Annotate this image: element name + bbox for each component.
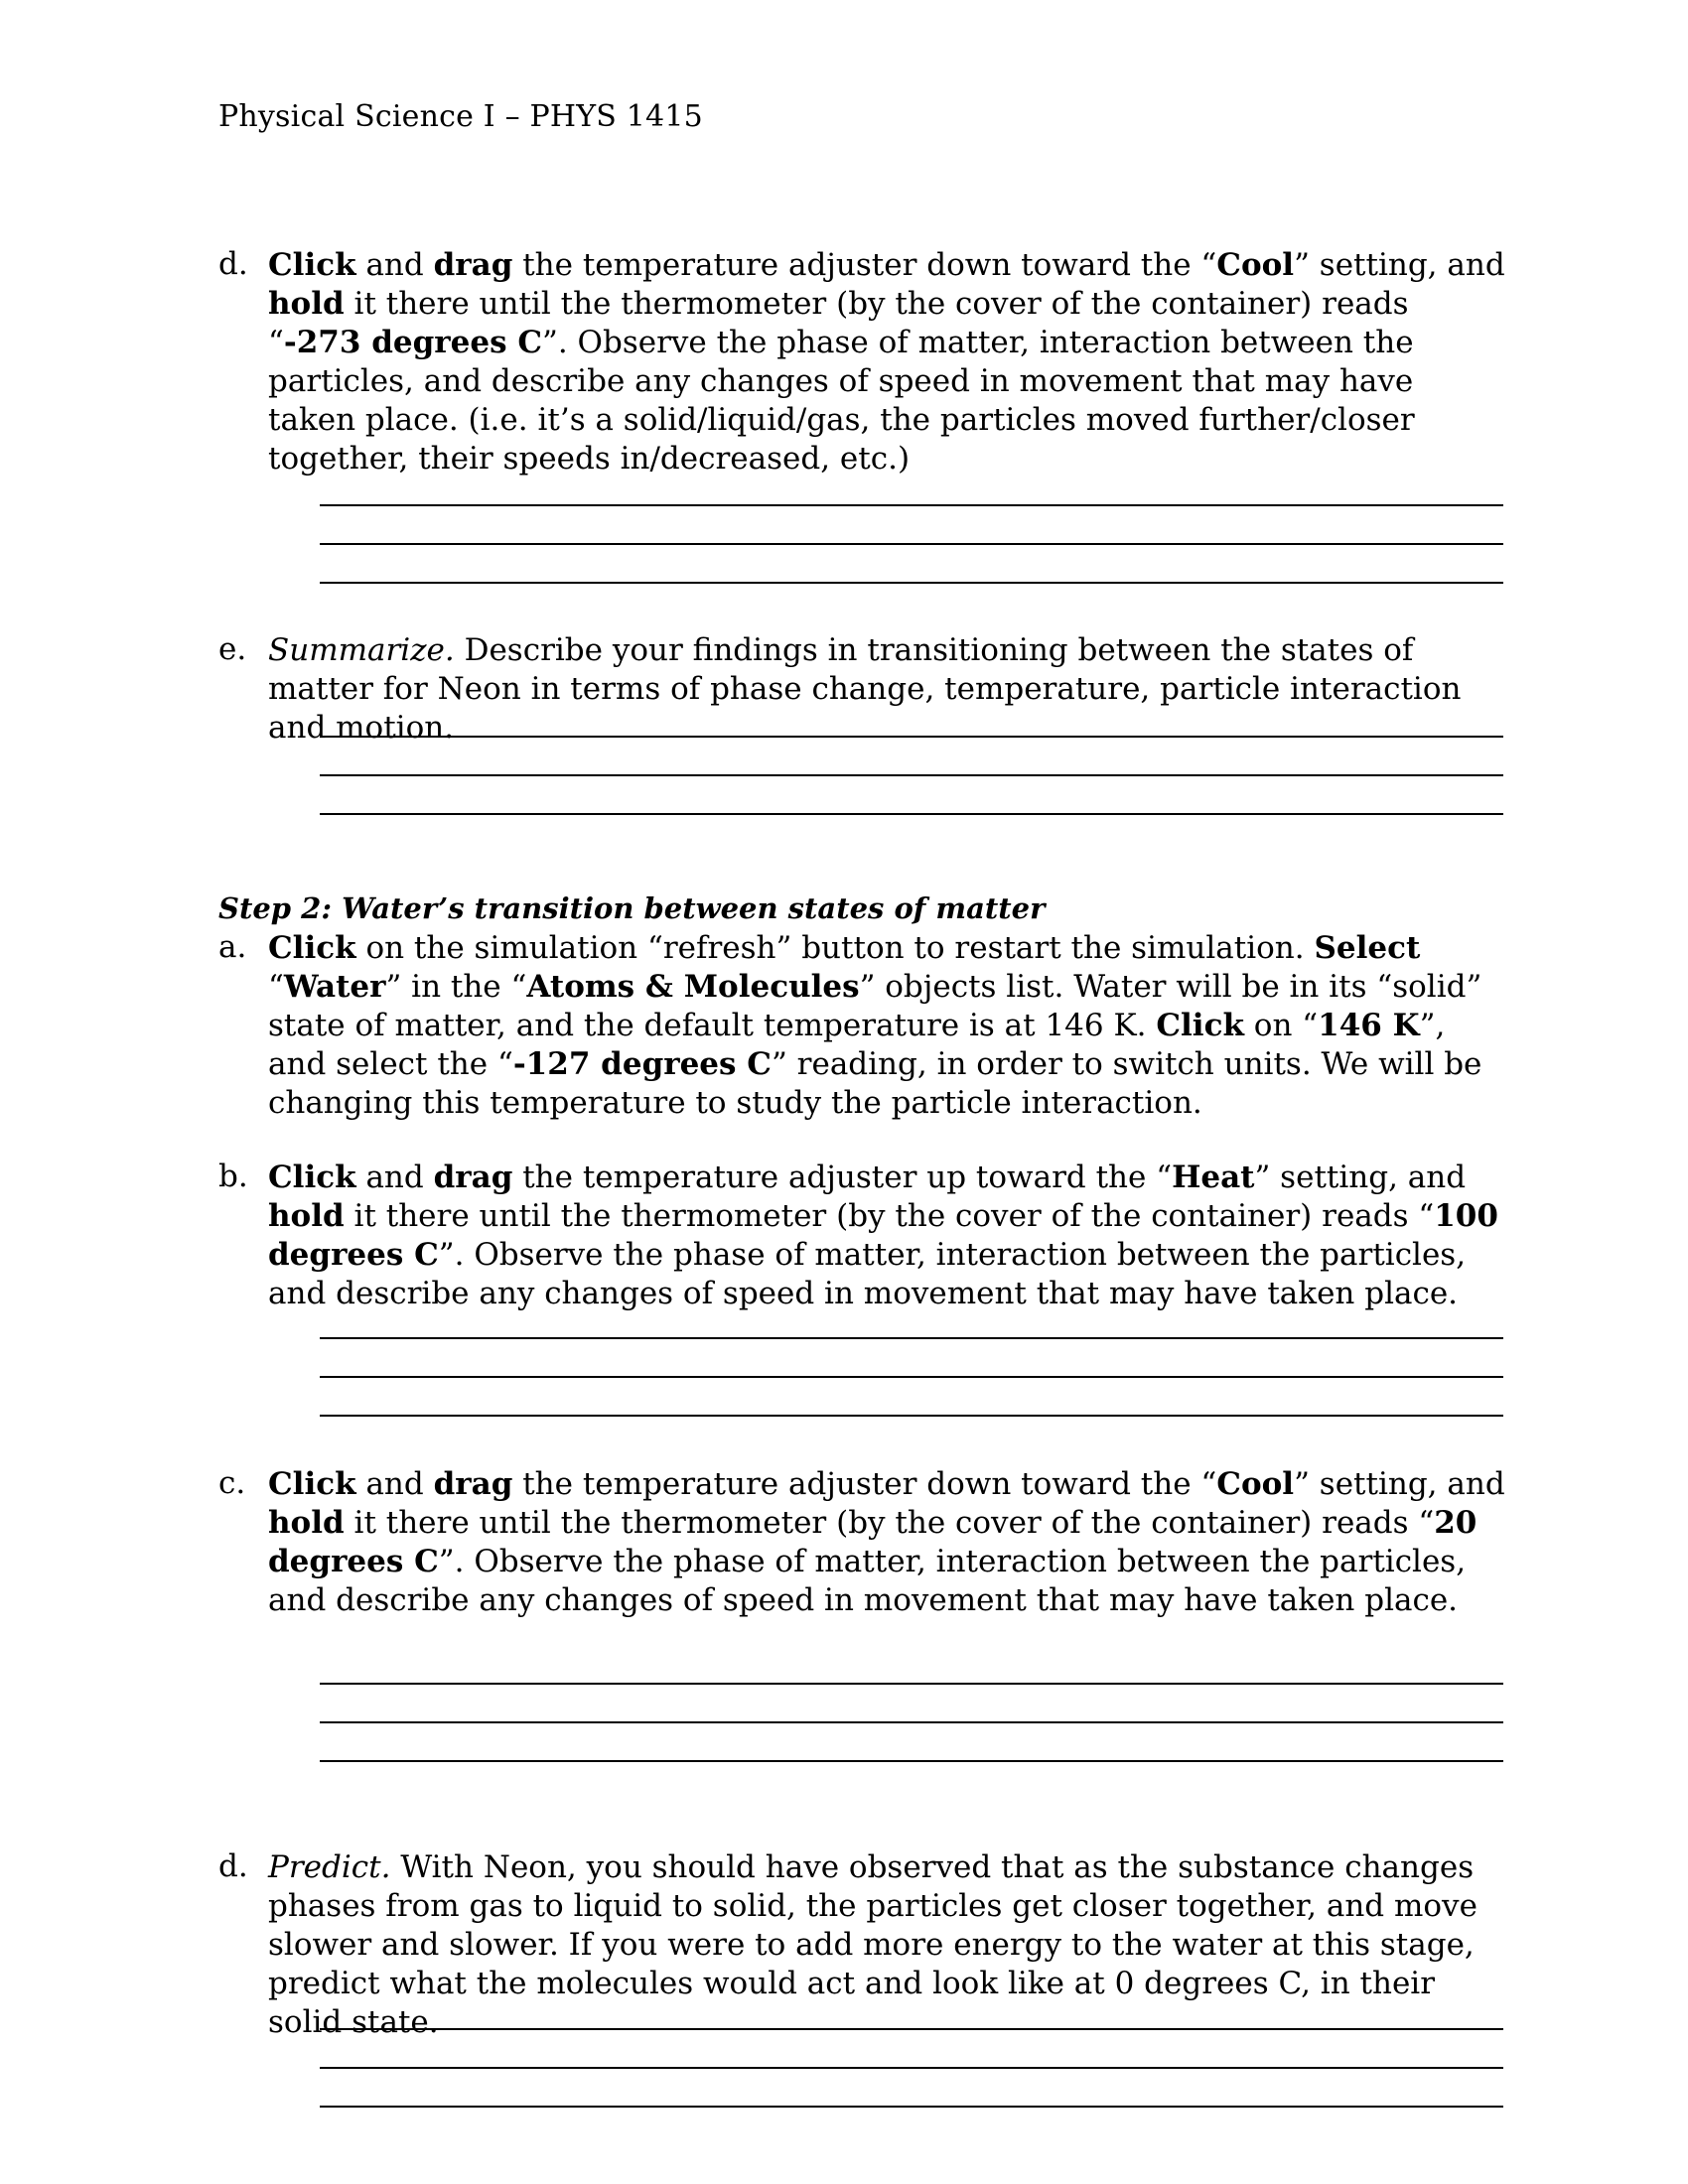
text-run: it there until the thermometer (by the cover of the container) reads “ bbox=[344, 1198, 1435, 1234]
text-run: ” in the “ bbox=[385, 969, 527, 1005]
question-a-water bbox=[218, 929, 1509, 1123]
text-run: and bbox=[355, 1466, 434, 1502]
answer-line[interactable] bbox=[320, 774, 1503, 776]
question-text bbox=[268, 1465, 1509, 1620]
answer-lines-d-neon[interactable] bbox=[320, 504, 1503, 620]
question-marker: a. bbox=[218, 929, 247, 965]
page-header: Physical Science I – PHYS 1415 bbox=[218, 99, 703, 134]
text-run: the temperature adjuster down toward the “ bbox=[512, 247, 1217, 283]
answer-line[interactable] bbox=[320, 1376, 1503, 1378]
text-run: “ bbox=[268, 969, 284, 1005]
emphasis-click: Click bbox=[268, 1160, 356, 1195]
text-run: it there until the thermometer (by the cover of the container) reads “ bbox=[344, 1505, 1435, 1541]
text-run: and bbox=[355, 247, 434, 283]
text-run: ”. Observe the phase of matter, interaction between the particles, and describe any changes of speed in movement that may have taken place. (i.e. it’s a solid/liquid/gas, the particles moved further/closer together, their speeds in/decreased, etc.) bbox=[268, 325, 1415, 477]
text-run: it there until the thermometer (by the cover of the container) reads “ bbox=[268, 286, 1409, 360]
answer-line[interactable] bbox=[320, 736, 1503, 738]
answer-line[interactable] bbox=[320, 582, 1503, 584]
emphasis-atoms-molecules: Atoms & Molecules bbox=[526, 969, 860, 1005]
text-run: on “ bbox=[1243, 1008, 1319, 1043]
question-marker: c. bbox=[218, 1465, 246, 1501]
emphasis-heat: Heat bbox=[1172, 1160, 1255, 1195]
answer-line[interactable] bbox=[320, 543, 1503, 545]
emphasis-click: Click bbox=[268, 930, 356, 966]
answer-line[interactable] bbox=[320, 1683, 1503, 1685]
answer-line[interactable] bbox=[320, 1337, 1503, 1339]
emphasis-select: Select bbox=[1314, 930, 1421, 966]
answer-line[interactable] bbox=[320, 2067, 1503, 2069]
emphasis-click: Click bbox=[268, 1466, 356, 1502]
emphasis-drag: drag bbox=[433, 247, 513, 283]
text-run: ” objects list. Water will be in its “solid” state of matter, and the default temperature is at 146 K. bbox=[268, 969, 1482, 1043]
question-marker: e. bbox=[218, 631, 247, 667]
emphasis-cool: Cool bbox=[1216, 1466, 1295, 1502]
question-d-water bbox=[218, 1848, 1509, 2042]
answer-line[interactable] bbox=[320, 2106, 1503, 2108]
text-run: ”, and select the “ bbox=[268, 1008, 1446, 1082]
emphasis-hold: hold bbox=[268, 1198, 345, 1234]
answer-line[interactable] bbox=[320, 1760, 1503, 1762]
emphasis-predict: Predict. bbox=[268, 1849, 391, 1885]
answer-line[interactable] bbox=[320, 813, 1503, 815]
text-run: Describe your findings in transitioning between the states of matter for Neon in terms of phase change, temperature, particle interaction and motion. bbox=[268, 632, 1462, 746]
emphasis-drag: drag bbox=[433, 1466, 513, 1502]
question-marker: d. bbox=[218, 246, 248, 282]
emphasis-cool: Cool bbox=[1216, 247, 1295, 283]
emphasis-click: Click bbox=[1156, 1008, 1244, 1043]
answer-line[interactable] bbox=[320, 504, 1503, 506]
emphasis-summarize: Summarize. bbox=[268, 632, 455, 668]
emphasis-reading: 20 degrees C bbox=[268, 1505, 1477, 1579]
question-marker: b. bbox=[218, 1159, 248, 1194]
text-run: ”. Observe the phase of matter, interaction between the particles, and describe any changes of speed in movement that may have taken place. bbox=[268, 1544, 1467, 1618]
emphasis-hold: hold bbox=[268, 1505, 345, 1541]
question-b-water bbox=[218, 1159, 1509, 1313]
text-run: With Neon, you should have observed that as the substance changes phases from gas to liquid to solid, the particles get closer together, and move slower and slower. If you were to add more energy to the water at this stage, predict what the molecules would act and look like at 0 degrees C, in their solid state. bbox=[268, 1849, 1477, 2040]
answer-line[interactable] bbox=[320, 2028, 1503, 2030]
question-c-water bbox=[218, 1465, 1509, 1620]
emphasis-click: Click bbox=[268, 247, 356, 283]
question-e-neon bbox=[218, 631, 1509, 748]
text-run: ” setting, and bbox=[1294, 247, 1505, 283]
emphasis-hold: hold bbox=[268, 286, 345, 322]
text-run: ” setting, and bbox=[1294, 1466, 1505, 1502]
answer-lines-e-neon[interactable] bbox=[320, 736, 1503, 852]
answer-lines-c-water[interactable] bbox=[320, 1683, 1503, 1799]
answer-line[interactable] bbox=[320, 1415, 1503, 1417]
text-run: the temperature adjuster down toward the “ bbox=[512, 1466, 1217, 1502]
emphasis-reading: -273 degrees C bbox=[283, 325, 542, 360]
emphasis-minus-127c: -127 degrees C bbox=[512, 1046, 772, 1082]
question-marker: d. bbox=[218, 1848, 248, 1884]
question-text bbox=[268, 246, 1509, 478]
question-text bbox=[268, 1848, 1509, 2042]
text-run: and bbox=[355, 1160, 434, 1195]
text-run: on the simulation “refresh” button to restart the simulation. bbox=[355, 930, 1315, 966]
answer-lines-b-water[interactable] bbox=[320, 1337, 1503, 1453]
answer-lines-d-water[interactable] bbox=[320, 2028, 1503, 2144]
emphasis-146k: 146 K bbox=[1318, 1008, 1420, 1043]
step-2-heading: Step 2: Water’s transition between states of matter bbox=[218, 891, 1046, 925]
question-d-neon bbox=[218, 246, 1509, 478]
text-run: ” reading, in order to switch units. We will be changing this temperature to study the particle interaction. bbox=[268, 1046, 1482, 1121]
text-run: ” setting, and bbox=[1254, 1160, 1467, 1195]
question-text bbox=[268, 631, 1509, 748]
emphasis-reading: 100 degrees C bbox=[268, 1198, 1498, 1273]
question-text bbox=[268, 929, 1509, 1123]
emphasis-drag: drag bbox=[433, 1160, 513, 1195]
text-run: ”. Observe the phase of matter, interaction between the particles, and describe any changes of speed in movement that may have taken place. bbox=[268, 1237, 1467, 1311]
emphasis-water: Water bbox=[283, 969, 386, 1005]
answer-line[interactable] bbox=[320, 1721, 1503, 1723]
text-run: the temperature adjuster up toward the “ bbox=[512, 1160, 1173, 1195]
question-text bbox=[268, 1159, 1509, 1313]
